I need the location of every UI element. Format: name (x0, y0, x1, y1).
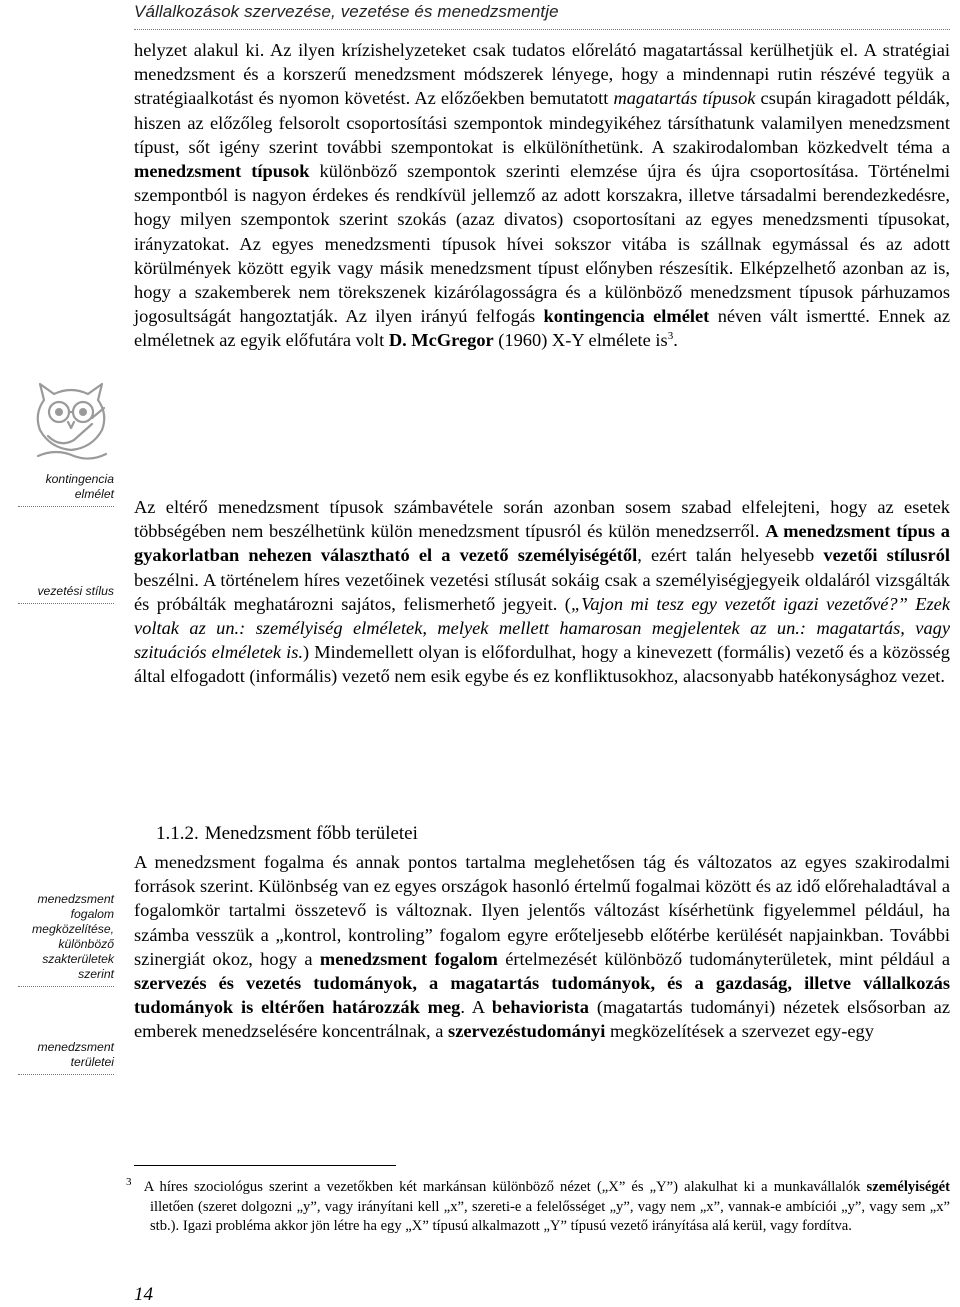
key-statement: A menedzsment típus a gyakorlatban nehezen választható el a vezető személyiségétől (134, 521, 950, 566)
italic-quote: „Vajon mi tesz egy vezetőt igazi vezetővé?” Ezek voltak az un.: személyiség elméletek, melyek mellett hamarosan megjelentek az un.: magatartás, vagy szituációs elméletek is. (134, 593, 950, 663)
footnote: $^3$ A híres szociológus szerint a vezetőkben két markánsan különböző nézet („X” és „Y”) alakulhat ki a munkavállalók személyiségét illetően (szeret dolgozni „y”, vagy irányítani kell „x”, szereti-e a felelősséget „y”, vagy nem „x”, vannak-e ambíciói „y”, vagy sem „x” stb.). Igazi probléma akkor jön létre ha egy „X” típusú alkalmazott „Y” típusú vezető irányítása alá kerül, vagy fordítva. (126, 1176, 951, 1235)
paragraph-management-areas: A menedzsment fogalma és annak pontos tartalma meglehetősen tág és változatos az egyes szakirodalmi források szerint. Különbség van ez egyes országok hasonló értelmű fogalmai között és az idő előrehaladtával a fogalomkör tartalmi összetevő is változnak. Ilyen jelentős változást kísérhetünk figyelemmel például, ha számba vesszük a „kontrol, kontroling” fogalom egyre erőteljesebb előtérbe kerülését napjainkban. További szinergiát okoz, hogy a menedzsment fogalom értelmezését különböző tudományterületek, mint például a szervezés és vezetés tudományok, a magatartás tudományok, és a gazdaság, illetve vállalkozás tudományok is eltérően határozzák meg. A behaviorista (magatartás tudományi) nézetek elsősorban az emberek menedzselésére koncentrálnak, a szervezéstudományi megközelítések a szervezet egy-egy (134, 852, 950, 1042)
margin-note-menedzsment-teruletei: menedzsment területei (18, 1040, 114, 1075)
term-kontingencia: kontingencia elmélet (543, 306, 710, 327)
term-menedzsment-fogalom: menedzsment fogalom (319, 948, 498, 969)
running-header: Vállalkozások szervezése, vezetése és menedzsmentje (134, 2, 559, 21)
header-divider (134, 29, 950, 30)
footnote-ref: 3 (667, 330, 674, 343)
page-number: 14 (134, 1284, 153, 1305)
section-heading (156, 822, 418, 846)
term-vezetoi-stilus: vezetői stílusról (823, 545, 951, 566)
term-szervezestudomanyi: szervezéstudományi (448, 1021, 606, 1042)
paragraph-management-types: helyzet alakul ki. Az ilyen krízishelyzeteket csak tudatos előrelátó magatartással kerülhetjük el. A stratégiai menedzsment és a korszerű menedzsment módszerek lényege, hogy a mindennapi rutin részévé tegyük a stratégiaalkotást és nyomon követést. Az előzőekben bemutatott magatartás típusok csupán kiragadott példák, hiszen az előzőleg felsorolt csoportosítási szempontok mindegyikéhez társíthatunk valamilyen menedzsment típust, sőt igény szerint további szempontokat is elkülöníthetünk. A szakirodalomban közkedvelt téma a menedzsment típusok különböző szempontok szerinti elemzése újra és újra csoportosítása. Történelmi szempontból is nagyon érdekes és rendkívül jellemző az adott korszakra, illetve társadalmi berendezkedésre, hogy milyen szempontok szerint szokás (azaz divatos) csoportosítani az egyes menedzsmenti típusokat, irányzatokat. Az egyes menedzsmenti típusok hívei sokszor vitába is szállnak egymással és az adott körülmények között egyik vagy másik menedzsment típust előnyben részesítik. Elképzelhető azonban az is, hogy a szakemberek nem törekszenek kizárólagosságra és a különböző menedzsment típusok párhuzamos jogosultságát hangoztatják. Az ilyen irányú felfogás kontingencia elmélet néven vált ismertté. Ennek az elméletnek az egyik előfutára volt D. McGregor (1960) X-Y elmélete $is^3$. (134, 40, 951, 351)
margin-note-kontingencia: kontingencia elmélet (18, 472, 114, 507)
author-mcgregor: D. McGregor (388, 330, 494, 351)
paragraph-leadership-style: Az eltérő menedzsment típusok számbavétele során azonban sosem szabad elfelejteni, hogy az esetek többségében nem beszélhetünk külön menedzsment típusról és külön menedzserről. A menedzsment típus a gyakorlatban nehezen választható el a vezető személyiségétől, ezért talán helyesebb vezetői stílusról beszélni. A történelem híres vezetőinek vezetési stílusát sokáig csak a személyiségjegyeik oldaláról vizsgálták és próbálták meghatározni sajátos, felismerhető jegyeit. („Vajon mi tesz egy vezetőt igazi vezetővé?” Ezek voltak az un.: személyiség elméletek, melyek mellett hamarosan megjelentek az un.: magatartás, vagy szituációs elméletek is.) Mindemellett olyan is előfordulhat, hogy a kinevezett (formális) vezető és a közösség által elfogadott (informális) vezető nem esik egybe és ez konfliktusokhoz, alacsonyabb hatékonysághoz vezet. (134, 497, 951, 687)
term-magatartas-tipusok: magatartás típusok (613, 88, 756, 109)
margin-note-vezetesi-stilus: vezetési stílus (18, 584, 114, 604)
term-tudomanyok: szervezés és vezetés tudományok, a magatartás tudományok, és a gazdaság, illetve vállalkozás tudományok is eltérően határozzák meg (134, 973, 950, 1018)
section-number: 1.1.2. (156, 823, 199, 844)
footnote-divider (134, 1165, 396, 1166)
margin-note-menedzsment-fogalom: menedzsment fogalom megközelítése, különböző szakterületek szerint (18, 892, 114, 987)
term-behaviorista: behaviorista (491, 997, 589, 1018)
owl-mascot-icon (30, 378, 112, 462)
footnote-term: személyiségét (866, 1179, 951, 1195)
footnote-marker: 3 (126, 1176, 132, 1189)
section-title-text: Menedzsment főbb területei (204, 823, 418, 844)
term-menedzsment-tipusok: menedzsment típusok (134, 161, 310, 182)
